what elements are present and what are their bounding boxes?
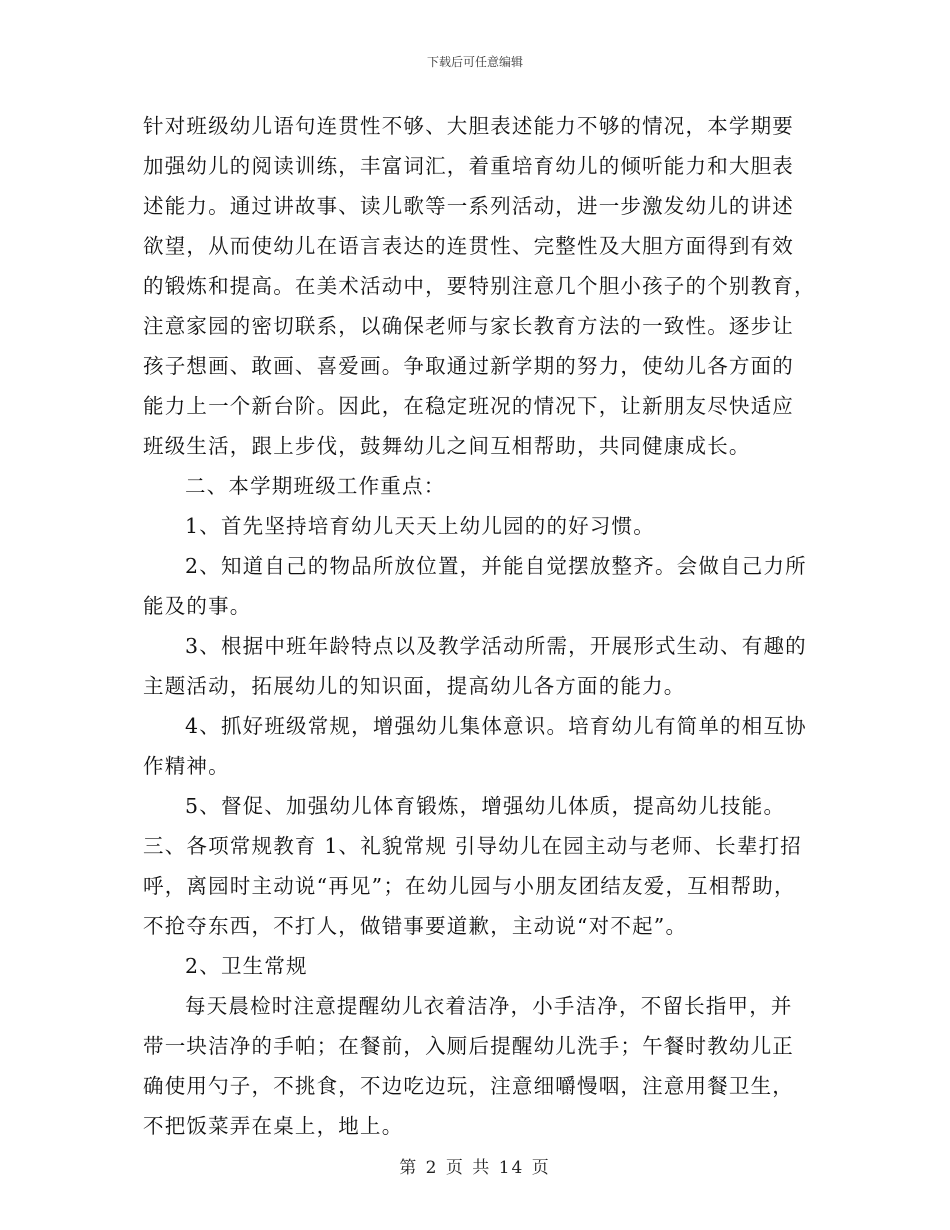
text-line: 能力上一个新台阶。因此，在稳定班况的情况下，让新朋友尽快适应 (143, 394, 794, 418)
text-line: 不抢夺东西，不打人，做错事要道歉，主动说“对不起”。 (143, 914, 688, 938)
text-line: 加强幼儿的阅读训练，丰富词汇，着重培育幼儿的倾听能力和大胆表 (143, 154, 794, 178)
text-line: 1、首先坚持培育幼儿天天上幼儿园的的好习惯。 (185, 514, 655, 538)
text-line: 3、根据中班年龄特点以及教学活动所需，开展形式生动、有趣的 (185, 634, 807, 658)
text-line: 孩子想画、敢画、喜爱画。争取通过新学期的努力，使幼儿各方面的 (143, 354, 794, 378)
text-line: 班级生活，跟上步伐，鼓舞幼儿之间互相帮助，共同健康成长。 (143, 434, 751, 458)
text-line: 欲望，从而使幼儿在语言表达的连贯性、完整性及大胆方面得到有效 (143, 234, 794, 258)
text-line: 确使用勺子，不挑食，不边吃边玩，注意细嚼慢咽，注意用餐卫生， (143, 1074, 794, 1098)
section-heading: 二、本学期班级工作重点： (185, 474, 446, 498)
text-line: 主题活动，拓展幼儿的知识面，提高幼儿各方面的能力。 (143, 674, 686, 698)
text-line: 能及的事。 (143, 594, 252, 618)
section-heading: 三、各项常规教育 1、礼貌常规 引导幼儿在园主动与老师、长辈打招 (143, 834, 802, 858)
text-line: 不把饭菜弄在桌上，地上。 (143, 1114, 404, 1138)
page-number: 第 2 页 共 14 页 (399, 1158, 551, 1178)
text-line: 述能力。通过讲故事、读儿歌等一系列活动，进一步激发幼儿的讲述 (143, 194, 794, 218)
text-line: 4、抓好班级常规，增强幼儿集体意识。培育幼儿有简单的相互协 (185, 714, 807, 738)
text-line: 5、督促、加强幼儿体育锻炼，增强幼儿体质，提高幼儿技能。 (185, 794, 786, 818)
text-line: 注意家园的密切联系，以确保老师与家长教育方法的一致性。逐步让 (143, 314, 794, 338)
text-line: 2、卫生常规 (185, 954, 308, 978)
text-line: 带一块洁净的手帕；在餐前，入厕后提醒幼儿洗手；午餐时教幼儿正 (143, 1034, 794, 1058)
text-line: 呼，离园时主动说“再见”；在幼儿园与小朋友团结友爱，互相帮助， (143, 874, 796, 898)
text-line: 每天晨检时注意提醒幼儿衣着洁净，小手洁净，不留长指甲，并 (185, 994, 793, 1018)
header-note: 下载后可任意编辑 (426, 55, 523, 69)
text-line: 作精神。 (143, 754, 230, 778)
text-line: 针对班级幼儿语句连贯性不够、大胆表述能力不够的情况，本学期要 (143, 114, 794, 138)
text-line: 的锻炼和提高。在美术活动中，要特别注意几个胆小孩子的个别教育， (143, 274, 816, 298)
text-line: 2、知道自己的物品所放位置，并能自觉摆放整齐。会做自己力所 (185, 554, 807, 578)
document-body (143, 106, 816, 1146)
